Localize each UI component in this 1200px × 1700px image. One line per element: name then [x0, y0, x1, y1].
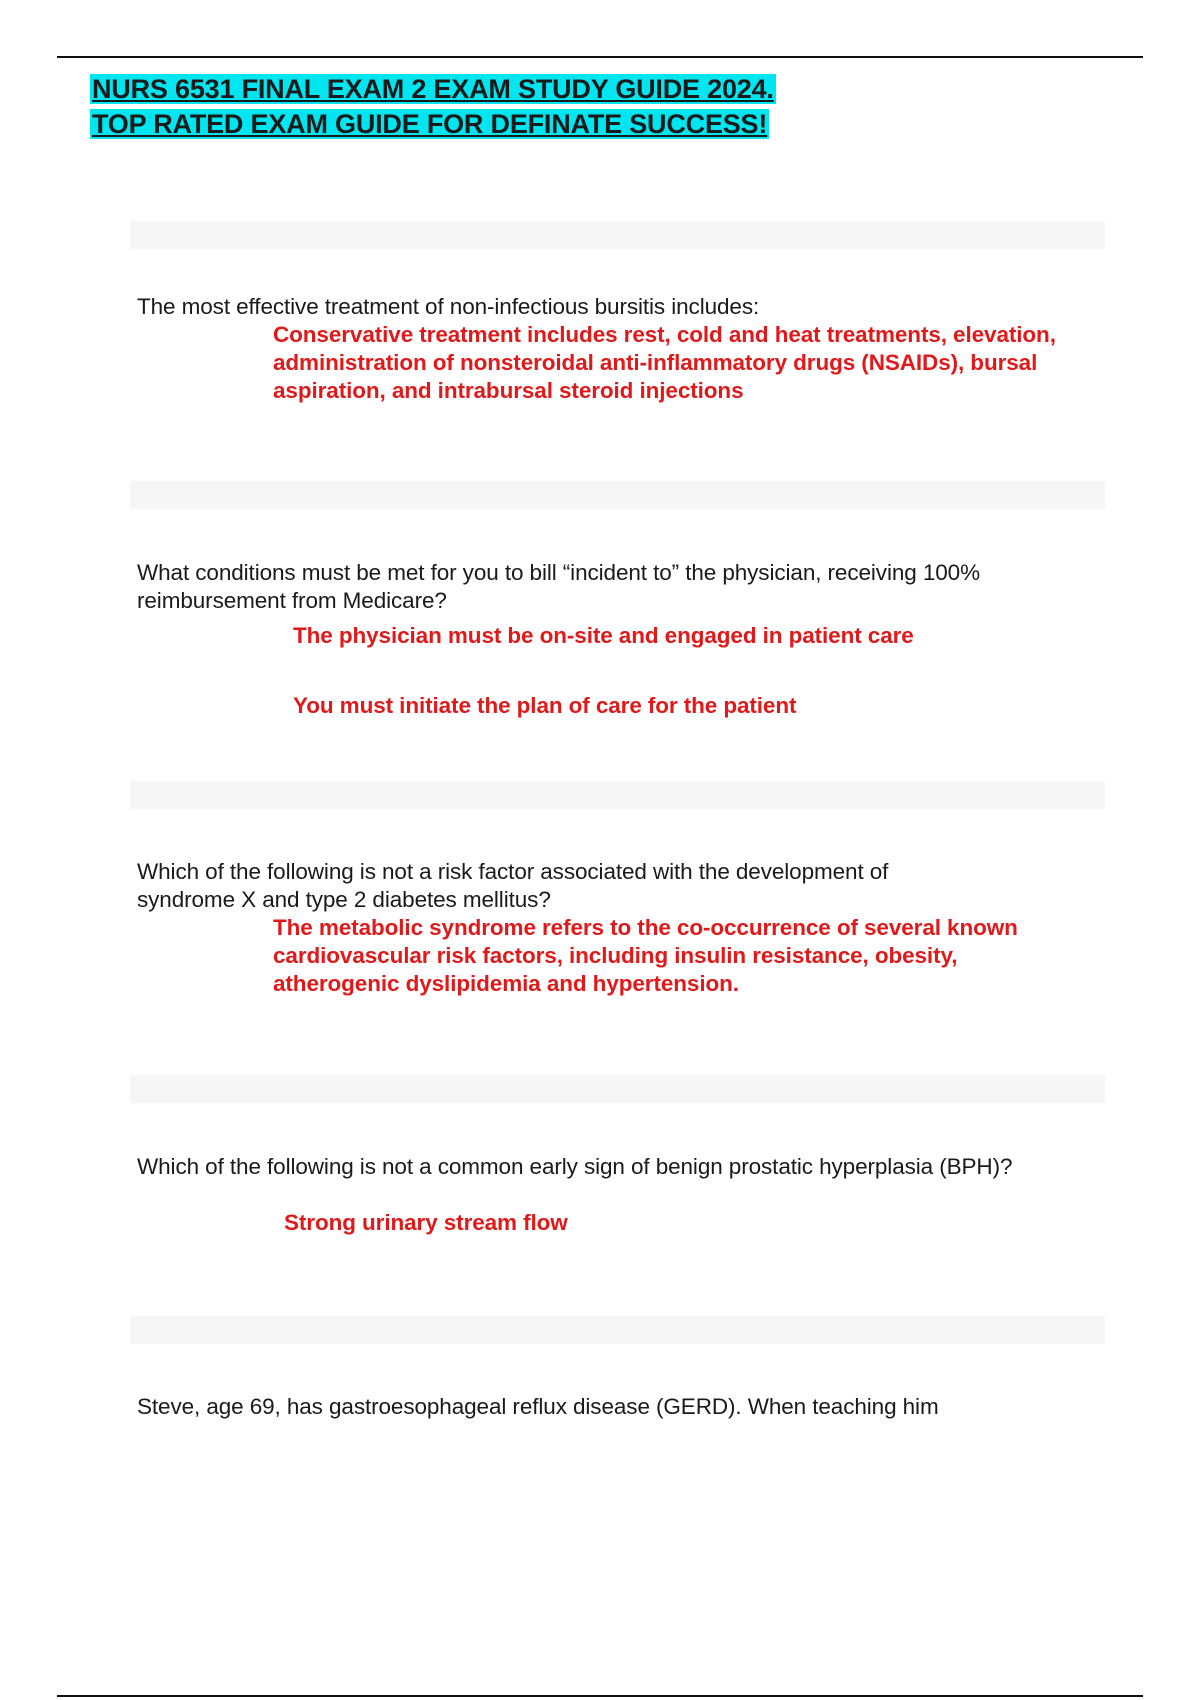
title-line-1 [90, 72, 776, 107]
answer-2a: The physician must be on-site and engaged in patient care [293, 623, 914, 648]
top-rule [57, 56, 1143, 58]
page-title [90, 72, 776, 142]
question-separator-band [130, 481, 1105, 509]
question-1: The most effective treatment of non-infectious bursitis includes: [137, 294, 760, 319]
answer-1: Conservative treatment includes rest, cold and heat treatments, elevation, administration of nonsteroidal anti-inflammatory drugs (NSAIDs), bursal aspiration, and intrabursal steroid injections [273, 322, 1056, 403]
title-line-2 [90, 107, 769, 142]
title-line-1-text: NURS 6531 FINAL EXAM 2 EXAM STUDY GUIDE 2024. [92, 74, 774, 104]
question-separator-band [130, 1316, 1105, 1344]
answer-3: The metabolic syndrome refers to the co-occurrence of several known cardiovascular risk factors, including insulin resistance, obesity, atherogenic dyslipidemia and hypertension. [273, 915, 1018, 996]
question-separator-band [130, 221, 1105, 249]
question-2: What conditions must be met for you to bill “incident to” the physician, receiving 100% reimbursement from Medicare? [137, 560, 980, 613]
bottom-rule [57, 1695, 1143, 1697]
question-5: Steve, age 69, has gastroesophageal reflux disease (GERD). When teaching him [137, 1394, 939, 1419]
answer-4: Strong urinary stream flow [284, 1210, 568, 1235]
question-separator-band [130, 1075, 1105, 1103]
question-separator-band [130, 781, 1105, 809]
question-4: Which of the following is not a common early sign of benign prostatic hyperplasia (BPH)? [137, 1154, 1013, 1179]
title-line-2-text: TOP RATED EXAM GUIDE FOR DEFINATE SUCCESS! [92, 109, 768, 139]
answer-2b: You must initiate the plan of care for the patient [293, 693, 797, 718]
question-3: Which of the following is not a risk factor associated with the development of syndrome X and type 2 diabetes mellitus? [137, 859, 889, 912]
